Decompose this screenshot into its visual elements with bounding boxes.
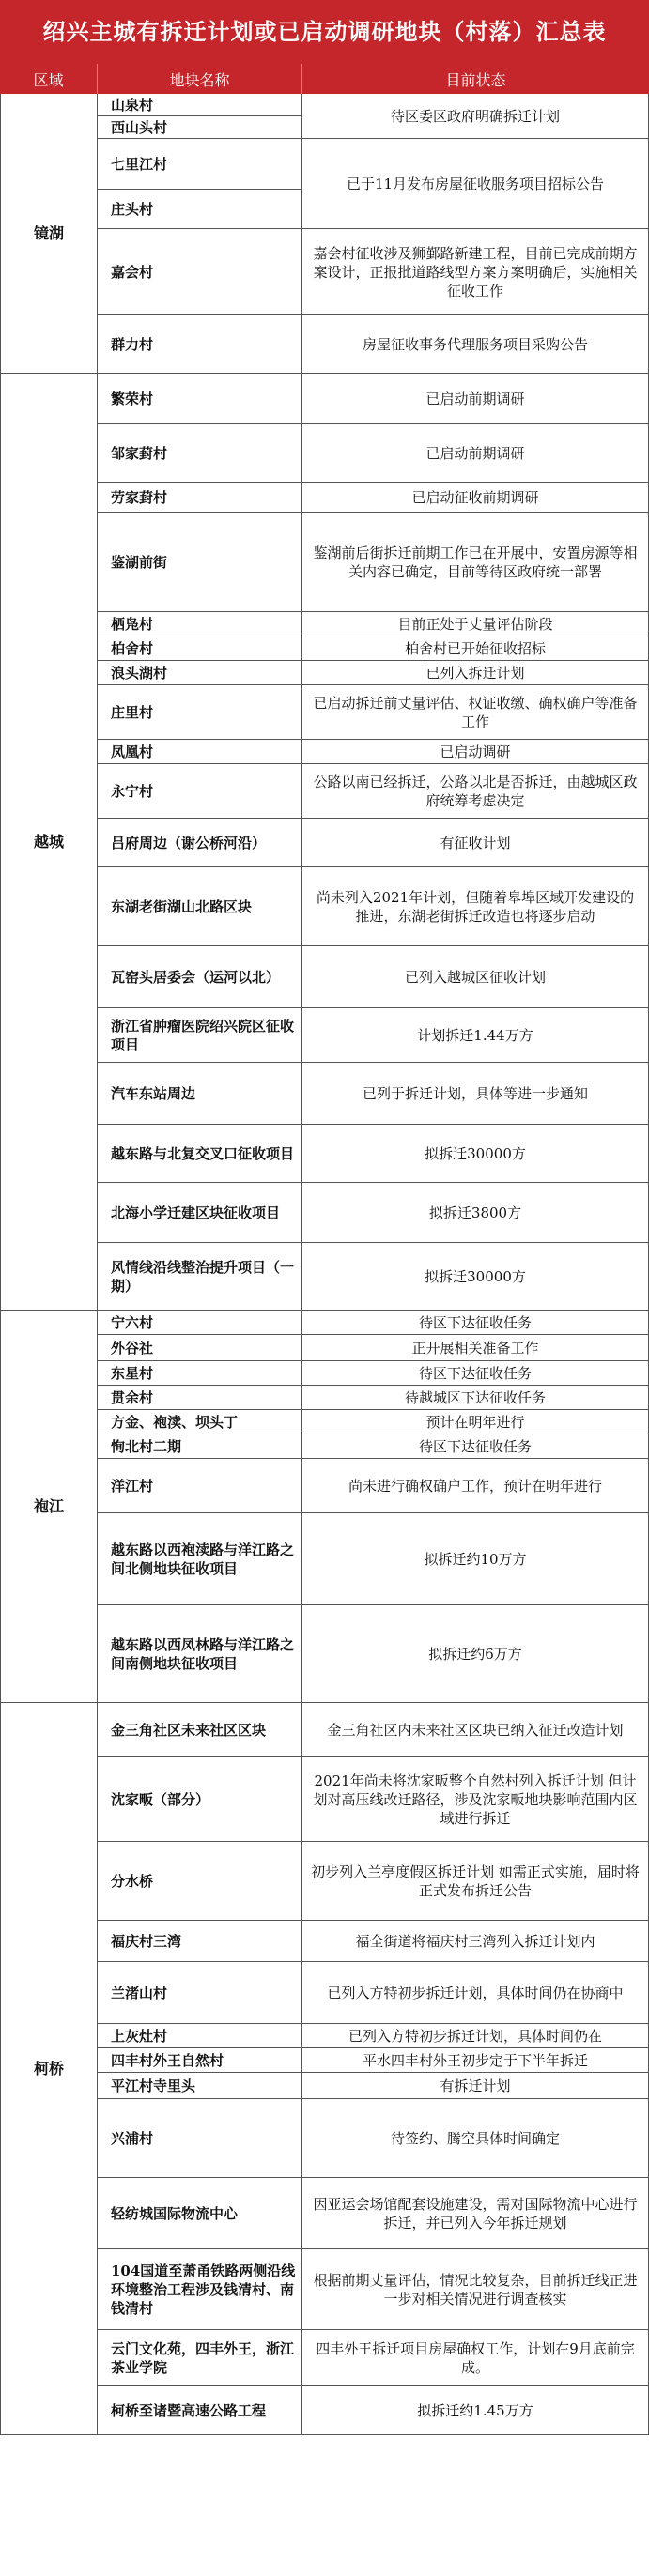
status-cell: 四丰外王拆迁项目房屋确权工作，计划在9月底前完成。 — [302, 2330, 649, 2386]
status-cell: 待签约、腾空具体时间确定 — [302, 2099, 649, 2178]
block-name-cell: 越东路以西凤林路与洋江路之间南侧地块征收项目 — [98, 1605, 302, 1703]
block-name-cell: 上灰灶村 — [98, 2024, 302, 2048]
header-region: 区域 — [0, 64, 98, 94]
block-name-cell: 北海小学迁建区块征收项目 — [98, 1183, 302, 1243]
block-name-cell: 东湖老街湖山北路区块 — [98, 867, 302, 946]
status-cell: 有征收计划 — [302, 819, 649, 867]
block-name-cell: 浙江省肿瘤医院绍兴院区征收项目 — [98, 1008, 302, 1063]
block-name-cell: 平江村寺里头 — [98, 2073, 302, 2099]
status-cell: 平水四丰村外王初步定于下半年拆迁 — [302, 2048, 649, 2073]
block-name-cell: 贯余村 — [98, 1386, 302, 1410]
status-cell: 有拆迁计划 — [302, 2073, 649, 2099]
status-cell: 待越城区下达征收任务 — [302, 1386, 649, 1410]
status-cell: 金三角社区内未来社区区块已纳入征迁改造计划 — [302, 1703, 649, 1757]
block-name-cell: 庄里村 — [98, 685, 302, 740]
status-cell: 待区下达征收任务 — [302, 1311, 649, 1335]
block-name-cell: 越东路以西袍渎路与洋江路之间北侧地块征收项目 — [98, 1513, 302, 1605]
block-name-cell: 繁荣村 — [98, 374, 302, 424]
block-name-cell: 庄头村 — [98, 190, 302, 229]
block-name-cell: 永宁村 — [98, 764, 302, 819]
status-cell: 2021年尚未将沈家畈整个自然村列入拆迁计划 但计划对高压线改迁路径，涉及沈家畈地块影响范围内区域进行拆迁 — [302, 1757, 649, 1842]
page-title: 绍兴主城有拆迁计划或已启动调研地块（村落）汇总表 — [0, 0, 649, 64]
block-name-cell: 云门文化苑，四丰外王，浙江茶业学院 — [98, 2330, 302, 2386]
status-cell: 已启动征收前期调研 — [302, 483, 649, 513]
block-name-cell: 越东路与北复交叉口征收项目 — [98, 1125, 302, 1183]
block-name-cell: 104国道至萧甬铁路两侧沿线环境整治工程涉及钱清村、南钱清村 — [98, 2249, 302, 2330]
status-cell: 拟拆迁约10万方 — [302, 1513, 649, 1605]
status-cell: 嘉会村征收涉及狮鄞路新建工程，目前已完成前期方案设计，正报批道路线型方案方案明确后，实施相关征收工作 — [302, 229, 649, 315]
block-name-cell: 柯桥至诸暨高速公路工程 — [98, 2386, 302, 2435]
status-cell: 已列入拆迁计划 — [302, 661, 649, 685]
block-name-cell: 外谷社 — [98, 1335, 302, 1361]
block-name-cell: 嘉会村 — [98, 229, 302, 315]
status-cell: 预计在明年进行 — [302, 1410, 649, 1434]
status-cell: 因亚运会场馆配套设施建设，需对国际物流中心进行拆迁，并已列入今年拆迁规划 — [302, 2178, 649, 2249]
block-name-cell: 分水桥 — [98, 1842, 302, 1921]
block-name-cell: 邹家葑村 — [98, 424, 302, 483]
status-cell: 已列入越城区征收计划 — [302, 946, 649, 1008]
block-name-cell: 兰渚山村 — [98, 1962, 302, 2024]
block-name-cell: 山泉村 — [98, 94, 302, 116]
block-name-cell: 汽车东站周边 — [98, 1063, 302, 1125]
status-cell: 目前正处于丈量评估阶段 — [302, 612, 649, 636]
status-cell: 拟拆迁约1.45万方 — [302, 2386, 649, 2435]
region-cell-jinghu: 镜湖 — [0, 94, 98, 374]
status-cell: 计划拆迁1.44万方 — [302, 1008, 649, 1063]
header-block-name: 地块名称 — [98, 64, 302, 94]
status-cell: 初步列入兰亭度假区拆迁计划 如需正式实施，届时将正式发布拆迁公告 — [302, 1842, 649, 1921]
block-name-cell: 群力村 — [98, 315, 302, 374]
block-name-cell: 凤凰村 — [98, 740, 302, 764]
status-cell: 拟拆迁30000方 — [302, 1243, 649, 1311]
block-name-cell: 宁六村 — [98, 1311, 302, 1335]
block-name-cell: 鉴湖前街 — [98, 513, 302, 612]
status-cell: 待区下达征收任务 — [302, 1434, 649, 1459]
status-cell: 房屋征收事务代理服务项目采购公告 — [302, 315, 649, 374]
status-cell: 已列于拆迁计划，具体等进一步通知 — [302, 1063, 649, 1125]
status-cell: 尚未进行确权确户工作，预计在明年进行 — [302, 1459, 649, 1513]
block-name-cell: 西山头村 — [98, 116, 302, 139]
header-status: 目前状态 — [302, 64, 649, 94]
block-name-cell: 洋江村 — [98, 1459, 302, 1513]
status-cell: 拟拆迁3800方 — [302, 1183, 649, 1243]
status-cell: 福全街道将福庆村三湾列入拆迁计划内 — [302, 1921, 649, 1962]
block-name-cell: 劳家葑村 — [98, 483, 302, 513]
status-cell: 正开展相关准备工作 — [302, 1335, 649, 1361]
status-cell: 待区委区政府明确拆迁计划 — [302, 94, 649, 139]
status-cell: 已启动前期调研 — [302, 424, 649, 483]
status-cell: 已于11月发布房屋征收服务项目招标公告 — [302, 139, 649, 229]
block-name-cell: 福庆村三湾 — [98, 1921, 302, 1962]
status-cell: 拟拆迁30000方 — [302, 1125, 649, 1183]
status-cell: 鉴湖前后街拆迁前期工作已在开展中，安置房源等相关内容已确定，目前等待区政府统一部署 — [302, 513, 649, 612]
status-cell: 待区下达征收任务 — [302, 1361, 649, 1386]
block-name-cell: 金三角社区未来社区区块 — [98, 1703, 302, 1757]
status-cell: 已列入方特初步拆迁计划，具体时间仍在 — [302, 2024, 649, 2048]
block-name-cell: 沈家畈（部分） — [98, 1757, 302, 1842]
region-cell-paojiang: 袍江 — [0, 1311, 98, 1703]
status-cell: 根据前期丈量评估，情况比较复杂，目前拆迁线正进一步对相关情况进行调查核实 — [302, 2249, 649, 2330]
status-cell: 已启动拆迁前丈量评估、权证收缴、确权确户等准备工作 — [302, 685, 649, 740]
block-name-cell: 吕府周边（谢公桥河沿） — [98, 819, 302, 867]
status-cell: 已启动前期调研 — [302, 374, 649, 424]
block-name-cell: 瓦窑头居委会（运河以北） — [98, 946, 302, 1008]
block-name-cell: 浪头湖村 — [98, 661, 302, 685]
status-cell: 公路以南已经拆迁，公路以北是否拆迁，由越城区政府统筹考虑决定 — [302, 764, 649, 819]
block-name-cell: 风情线沿线整治提升项目（一期） — [98, 1243, 302, 1311]
block-name-cell: 方金、袍渎、坝头丁 — [98, 1410, 302, 1434]
block-name-cell: 柏舍村 — [98, 636, 302, 661]
block-name-cell: 七里江村 — [98, 139, 302, 190]
status-cell: 尚未列入2021年计划，但随着皋埠区域开发建设的推进，东湖老街拆迁改造也将逐步启动 — [302, 867, 649, 946]
status-cell: 拟拆迁约6万方 — [302, 1605, 649, 1703]
status-cell: 已启动调研 — [302, 740, 649, 764]
block-name-cell: 恂北村二期 — [98, 1434, 302, 1459]
region-cell-yuecheng: 越城 — [0, 374, 98, 1311]
status-cell: 已列入方特初步拆迁计划，具体时间仍在协商中 — [302, 1962, 649, 2024]
block-name-cell: 栖凫村 — [98, 612, 302, 636]
block-name-cell: 东星村 — [98, 1361, 302, 1386]
status-cell: 柏舍村已开始征收招标 — [302, 636, 649, 661]
block-name-cell: 兴浦村 — [98, 2099, 302, 2178]
block-name-cell: 四丰村外王自然村 — [98, 2048, 302, 2073]
region-cell-keqiao: 柯桥 — [0, 1703, 98, 2435]
block-name-cell: 轻纺城国际物流中心 — [98, 2178, 302, 2249]
